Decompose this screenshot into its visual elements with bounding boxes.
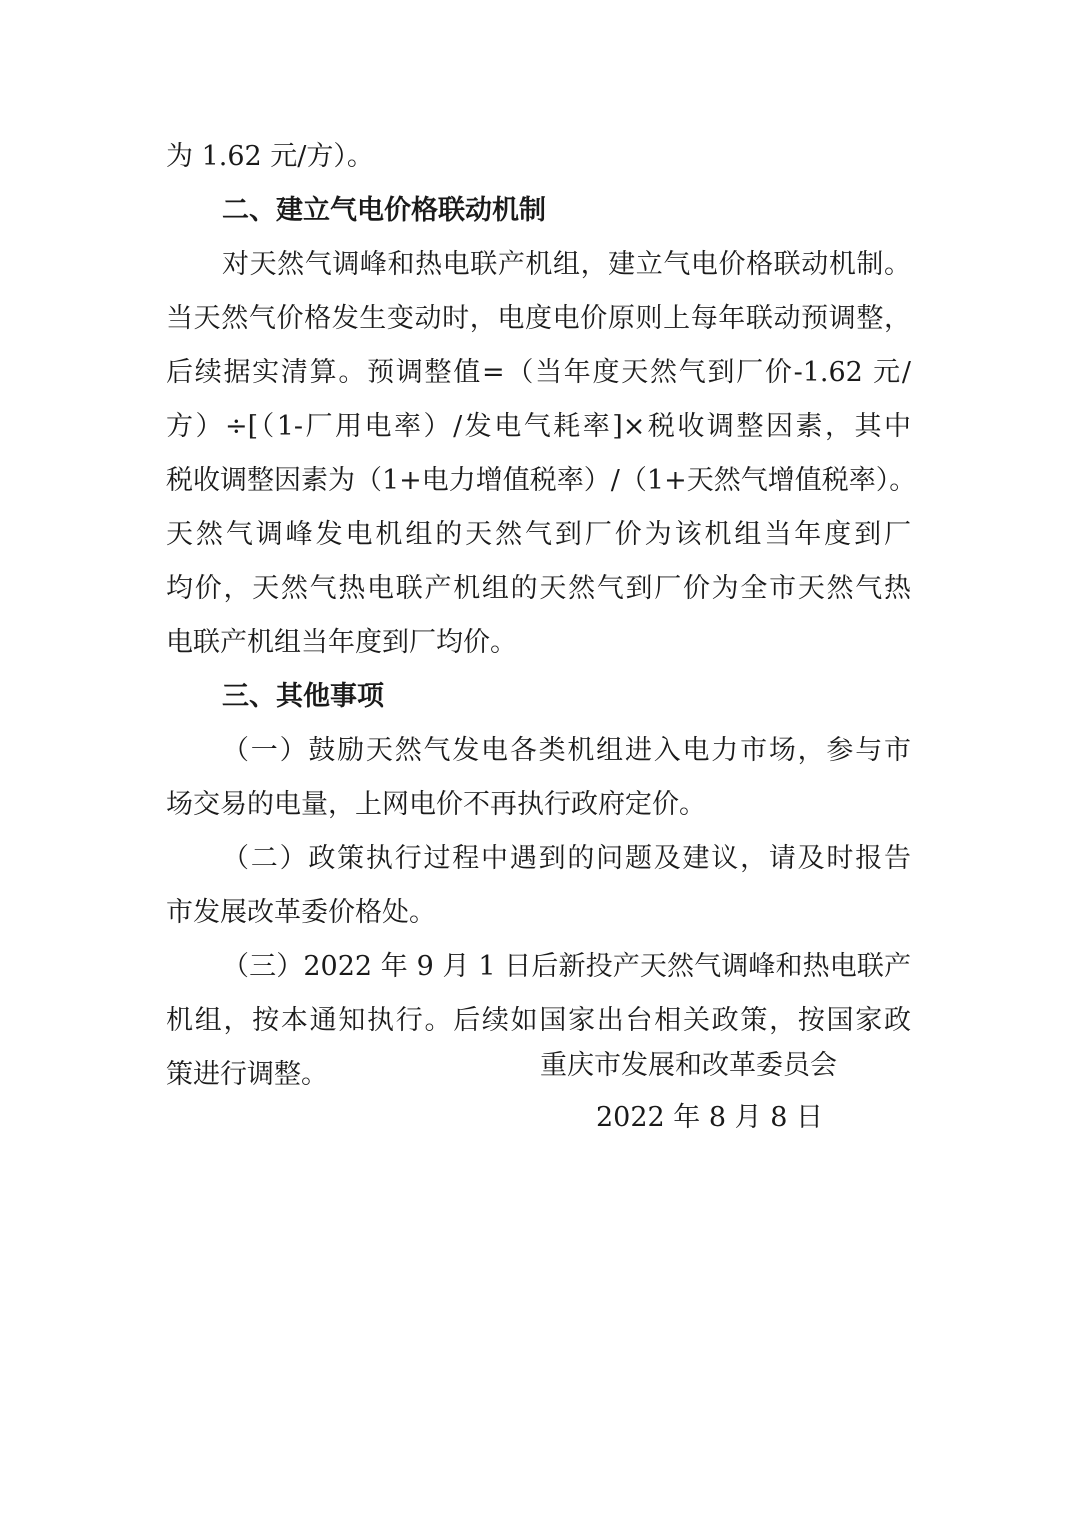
paragraph-line: 税收调整因素为（1+电力增值税率）/（1+天然气增值税率）。	[166, 465, 917, 496]
signature-block	[540, 1040, 880, 1144]
section-heading-3: 三、其他事项	[222, 681, 384, 712]
paragraph-line: 天然气调峰发电机组的天然气到厂价为该机组当年度到厂	[166, 519, 911, 550]
paragraph-line: 均价，天然气热电联产机组的天然气到厂价为全市天然气热	[166, 573, 911, 604]
paragraph-line: 对天然气调峰和热电联产机组，建立气电价格联动机制。	[222, 249, 911, 280]
paragraph-line: （三）2022 年 9 月 1 日后新投产天然气调峰和热电联产	[222, 951, 911, 982]
paragraph-line: 市发展改革委价格处。	[166, 897, 436, 928]
paragraph-line: （二）政策执行过程中遇到的问题及建议，请及时报告	[222, 843, 911, 874]
paragraph-line: 为 1.62 元/方）。	[166, 141, 374, 172]
paragraph-line: 机组，按本通知执行。后续如国家出台相关政策，按国家政	[166, 1005, 911, 1036]
document-body	[166, 130, 917, 1102]
paragraph-line: 当天然气价格发生变动时，电度电价原则上每年联动预调整，	[166, 303, 911, 334]
paragraph-line: 电联产机组当年度到厂均价。	[166, 627, 517, 658]
paragraph-line: 场交易的电量，上网电价不再执行政府定价。	[166, 789, 706, 820]
paragraph-line: 后续据实清算。预调整值=（当年度天然气到厂价-1.62 元/	[166, 357, 911, 388]
issue-date: 2022 年 8 月 8 日	[596, 1102, 823, 1133]
paragraph-line: 方）÷[（1-厂用电率）/发电气耗率]×税收调整因素，其中	[166, 411, 911, 442]
paragraph-line: （一）鼓励天然气发电各类机组进入电力市场，参与市	[222, 735, 911, 766]
issuing-organization: 重庆市发展和改革委员会	[540, 1050, 837, 1081]
section-heading-2: 二、建立气电价格联动机制	[222, 195, 546, 226]
paragraph-line: 策进行调整。	[166, 1059, 328, 1090]
